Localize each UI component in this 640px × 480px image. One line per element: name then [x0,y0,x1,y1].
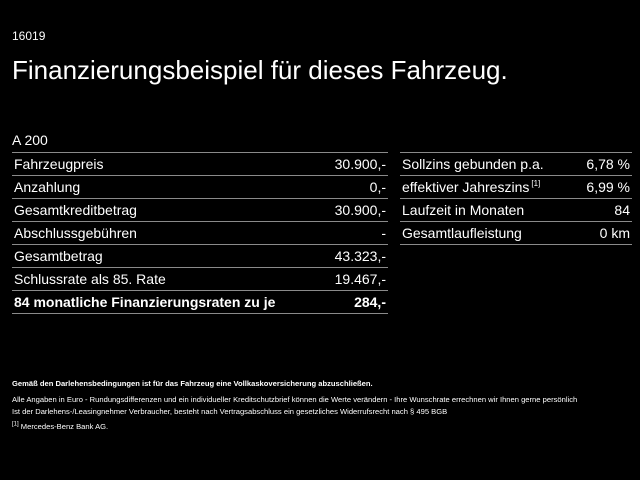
row-label: Fahrzeugpreis [14,156,104,172]
row-label: Schlussrate als 85. Rate [14,271,166,287]
table-row [12,199,388,222]
row-label-text: effektiver Jahreszins [402,179,530,195]
table-row [12,222,388,245]
row-value: 43.323,- [334,248,386,264]
row-label: Abschlussgebühren [14,225,137,241]
row-value: 84 [614,202,630,218]
footnote-reference: [1] [531,179,541,189]
footnote [12,421,632,433]
model-name: A 200 [12,132,48,148]
table-row [12,153,388,176]
table-row [12,245,388,268]
table-row [400,176,632,199]
row-label: Anzahlung [14,179,81,195]
row-label: Sollzins gebunden p.a. [402,156,544,172]
table-row [12,176,388,199]
row-label [402,178,540,196]
financing-table [12,152,388,314]
row-label: Gesamtbetrag [14,248,103,264]
page-title: Finanzierungsbeispiel für dieses Fahrzeug. [12,55,508,85]
row-value: 6,78 % [586,156,630,172]
row-value: 30.900,- [334,156,386,172]
legal-notes [12,378,632,433]
row-value: 30.900,- [334,202,386,218]
disclaimer-line: Alle Angaben in Euro - Rundungsdifferenzen und ein individueller Kreditschutzbrief können die Werte verändern - Ihre Wunschrate errechnen wir Ihnen gerne persönlich [12,395,578,404]
table-row [400,153,632,176]
disclaimer-line: Ist der Darlehens-/Leasingnehmer Verbraucher, besteht nach Vertragsabschluss ein gesetzliches Widerrufsrecht nach § 495 BGB [12,407,448,416]
offer-id: 16019 [12,29,46,43]
footnote-text: Mercedes-Benz Bank AG. [20,422,109,431]
row-value: 284,- [354,294,386,310]
insurance-note: Gemäß den Darlehensbedingungen ist für das Fahrzeug eine Vollkaskoversicherung abzuschließen. [12,379,373,388]
table-row [12,268,388,291]
monthly-rate-row [12,291,388,314]
row-value: 19.467,- [334,271,386,287]
row-value: 6,99 % [586,179,630,195]
row-value: 0,- [369,179,386,195]
footnote-mark: [1] [12,421,19,428]
row-label: Gesamtkreditbetrag [14,202,137,218]
row-label: Laufzeit in Monaten [402,202,525,218]
row-label: 84 monatliche Finanzierungsraten zu je [14,294,276,310]
row-label: Gesamtlaufleistung [402,225,522,241]
table-row [400,199,632,222]
row-value: 0 km [599,225,630,241]
table-row [400,222,632,245]
row-value: - [381,225,386,241]
interest-table [400,152,632,245]
